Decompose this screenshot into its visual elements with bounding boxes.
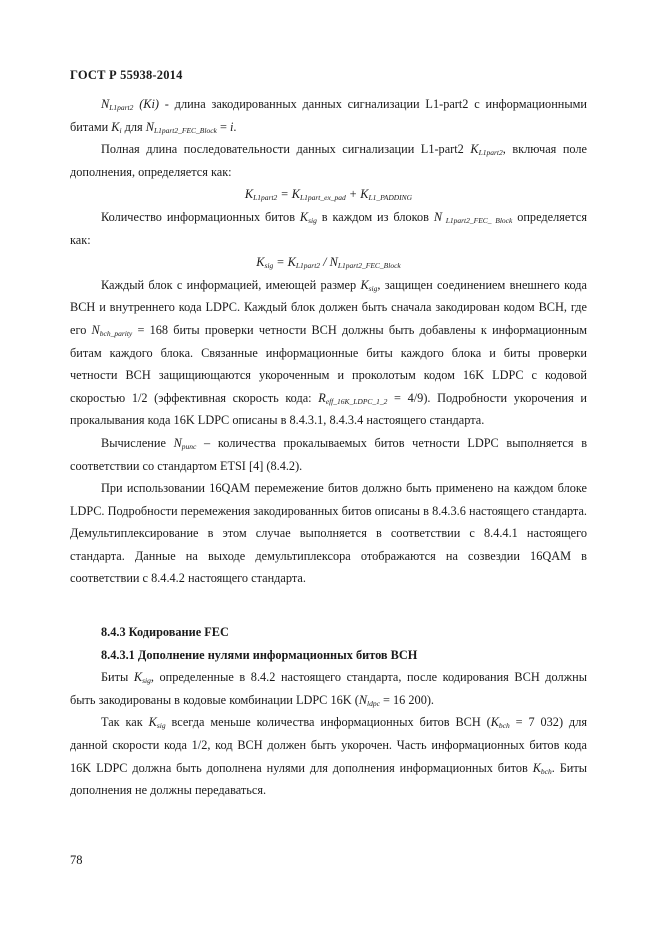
paragraph-3: Количество информационных битов $K_{sig}$ в каждом из блоков N $_{L1part2\_FEC\_ Block}$ определяется как:	[70, 209, 587, 247]
section-heading-8-4-3: 8.4.3 Кодирование FEC	[101, 625, 229, 640]
paragraph-7: Биты $K_{sig}$, определенные в 8.4.2 настоящего стандарта, после кодирования BCH должны быть закодированы в кодовые комбинации LDPC 16K ($N_{ldpc} = 16$ 200).	[70, 670, 587, 708]
paragraph-4: Каждый блок с информацией, имеющей размер $K_{sig}$, защищен соединением внешнего кода BCH и внутреннего кода LDPC. Каждый блок должен быть сначала закодирован кодом BCH, где его $N_{bch\_parity} = 168$ биты проверки четности BCH должны быть добавлены к информационным битам каждого блока. Связанные информационные биты каждого блока и биты проверки четности BCH защищиющаются укороченным и проколотым кодом 16K LDPC с кодовой скоростью 1/2 (эффективная скорость кода: $R_{eff\_16K\_LDPC\_1\_2} = 4/9$). Подробности укорочения и прокалывания кода 16K LDPC описаны в 8.4.3.1, 8.4.3.4 настоящего стандарта.	[70, 277, 588, 428]
section-heading-8-4-3-1: 8.4.3.1 Дополнение нулями информационных битов BCH	[101, 647, 418, 662]
paragraph-2: Полная длина последовательности данных сигнализации L1-part2 $K_{L1part2}$, включая поле дополнения, определяется как:	[70, 142, 588, 179]
paragraph-8: Так как $K_{sig}$ всегда меньше количества информационных битов BCH ($K_{bch} = 7$ 032) для данной скорости кода 1/2, код BCH должен быть укорочен. Часть информационных битов кода 16K LDPC должна быть дополнена нулями для дополнения информационных битов $K_{bch}$. Биты дополнения не должны передаваться.	[70, 715, 587, 798]
formula-k-l1part2: $K_{L1part2} = K_{L1part\_ex\_pad} + K_{L1\_PADDING}$	[244, 187, 413, 203]
formula-k-sig: $K_{sig} = K_{L1part2} / N_{L1part2\_FEC\_Block}$	[256, 255, 401, 271]
paragraph-5: Вычисление $N_{punc}$ – количества прокалываемых битов четности LDPC выполняется в соответствии со стандартом ETSI [4] (8.4.2).	[70, 435, 587, 473]
paragraph-6: При использовании 16QAM перемежение битов должно быть применено на каждом блоке LDPC. Подробности перемежения закодированных битов описаны в 8.4.3.6 настоящего стандарта. Демультиплексирование в этом случае выполняется в соответствии с 8.4.4.1 настоящего стандарта. Данные на выходе демультиплексора отображаются на созвездии 16QAM в соответствии с 8.4.4.2 настоящего стандарта.	[70, 481, 587, 586]
document-body	[70, 93, 587, 802]
page-number: 78	[70, 853, 83, 867]
document-header: ГОСТ Р 55938-2014	[70, 68, 183, 82]
paragraph-1: $N_{L1part2}$ (Ki) - длина закодированных данных сигнализации L1-part2 с информационными битами $K_i$ для $N_{L1part2\_FEC\_Block} = i$.	[70, 97, 587, 135]
